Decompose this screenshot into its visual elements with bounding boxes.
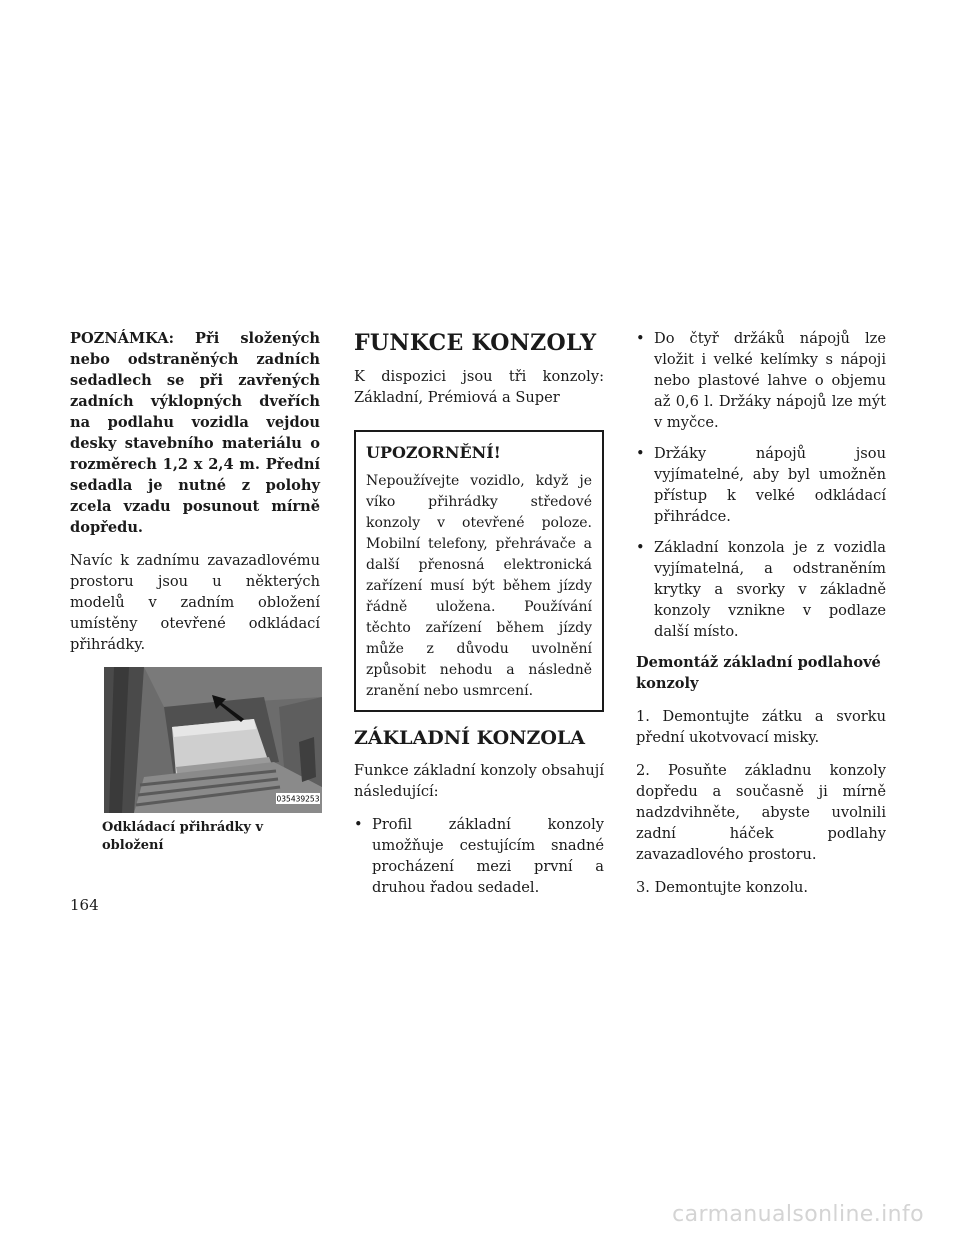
procedure-step: 1. Demontujte zátku a svorku přední ukotvovací misky.	[636, 708, 886, 746]
trim-storage-illustration	[104, 667, 322, 813]
storage-paragraph: Navíc k zadnímu zavazadlovému prostoru jsou u některých modelů v zadním obložení umístěny otevřené odkládací přihrádky.	[70, 552, 320, 653]
procedure-title: Demontáž základní podlahové konzoly	[636, 654, 881, 692]
subsection-heading: ZÁKLADNÍ KONZOLA	[354, 727, 586, 749]
list-item	[354, 814, 604, 898]
bullet-glyph: •	[354, 816, 363, 833]
figure-caption: Odkládací přihrádky v obložení	[102, 820, 264, 853]
watermark[interactable]: carmanualsonline.info	[672, 1202, 924, 1227]
section-heading: FUNKCE KONZOLY	[354, 330, 597, 356]
list-item-text: Do čtyř držáků nápojů lze vložit i velké kelímky s nápoji nebo plastové lahve o objemu až 0,6 l. Držáky nápojů lze mýt v myčce.	[654, 330, 886, 431]
middle-column	[354, 328, 604, 908]
page-number: 164	[70, 896, 99, 914]
list-item	[636, 328, 886, 433]
right-column	[636, 328, 886, 910]
list-item	[636, 537, 886, 642]
list-item	[636, 443, 886, 527]
bullet-glyph: •	[636, 445, 645, 462]
list-item-text: Držáky nápojů jsou vyjímatelné, aby byl umožněn přístup k velké odkládací přihrádce.	[654, 445, 886, 525]
procedure-step: 3. Demontujte konzolu.	[636, 879, 809, 896]
basic-console-intro: Funkce základní konzoly obsahují následující:	[354, 762, 604, 800]
left-column	[70, 328, 320, 855]
warning-box	[354, 430, 604, 712]
bullet-glyph: •	[636, 330, 645, 347]
warning-title: UPOZORNĚNÍ!	[366, 443, 501, 462]
warning-text: Nepoužívejte vozidlo, když je víko přihrádky středové konzoly v otevřené poloze. Mobilní telefony, přehrávače a další přenosná elektronická zařízení musí být během jízdy řádně uložena. Používání těchto zařízení během jízdy může z důvodu uvolnění způsobit nehodu a následně zranění nebo usmrcení.	[366, 473, 592, 699]
list-item-text: Profil základní konzoly umožňuje cestujícím snadné procházení mezi první a druhou řadou sedadel.	[372, 816, 604, 896]
bullet-glyph: •	[636, 539, 645, 556]
list-item-text: Základní konzola je z vozidla vyjímatelná, a odstraněním krytky a svorky v základně konzoly vznikne v podlaze další místo.	[654, 539, 886, 640]
console-intro: K dispozici jsou tři konzoly: Základní, Prémiová a Super	[354, 368, 604, 406]
note-paragraph: POZNÁMKA: Při složených nebo odstraněných zadních sedadlech se při zavřených zadních výklopných dveřích na podlahu vozidla vejdou desky stavebního materiálu o rozměrech 1,2 x 2,4 m. Přední sedadla je nutné z polohy zcela vzadu posunout mírně dopředu.	[70, 330, 320, 536]
figure-code: 035439253	[276, 794, 320, 804]
trim-storage-figure	[104, 667, 322, 813]
procedure-step: 2. Posuňte základnu konzoly dopředu a současně ji mírně nadzdvihněte, abyste uvolnili zadní háček podlahy zavazadlového prostoru.	[636, 762, 886, 863]
